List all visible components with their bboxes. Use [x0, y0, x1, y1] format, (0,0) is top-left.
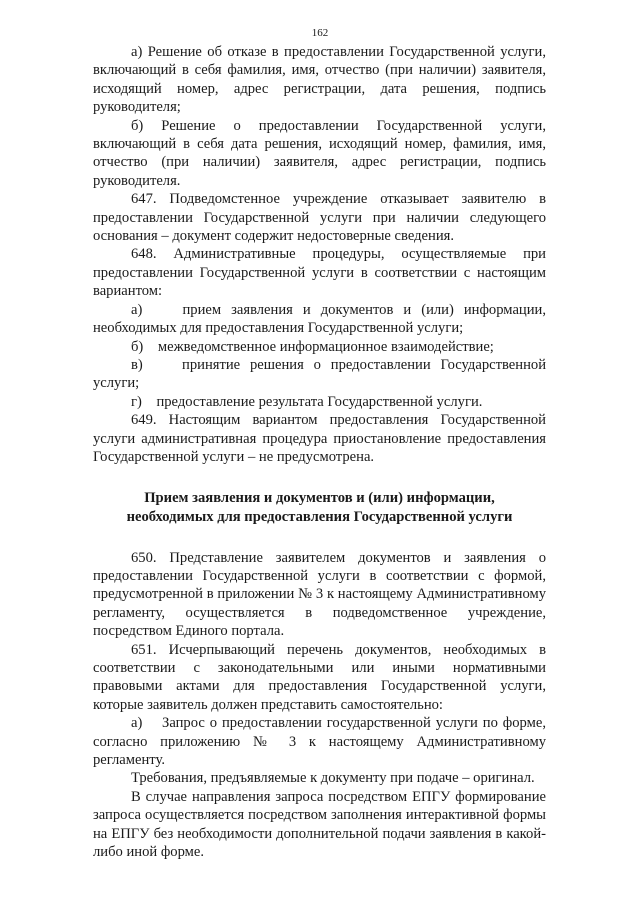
list-item-v: в) принятие решения о предоставлении Государственной услуги;: [93, 356, 550, 392]
list-item-b: б) межведомственное информационное взаимодействие;: [131, 338, 494, 355]
section-heading-line-1: Прием заявления и документов и (или) информации,: [144, 490, 495, 507]
paragraph-result-grant: б) Решение о предоставлении Государственной услуги, включающий в себя дата решения, исходящий номер, фамилия, имя, отчество (при наличии) заявителя, адрес регистрации, подпись руководителя.: [93, 117, 546, 189]
paragraph-649: 649. Настоящим вариантом предоставления Государственной услуги административная процедура приостановление предоставления Государственной услуги – не предусмотрена.: [93, 412, 546, 465]
paragraph-651: 651. Исчерпывающий перечень документов, необходимых в соответствии с законодательными или иными нормативными правовыми актами для предоставления Государственной услуги, которые заявитель должен представить самостоятельно:: [93, 641, 546, 713]
section-heading: [93, 489, 546, 526]
list-item-g: г) предоставление результата Государственной услуги.: [131, 393, 483, 410]
page-number: 162: [311, 27, 329, 39]
list-item-a: а) прием заявления и документов и (или) информации, необходимых для предоставления Государственной услуги;: [93, 301, 550, 337]
paragraph-648: 648. Административные процедуры, осуществляемые при предоставлении Государственной услуги в соответствии с настоящим вариантом:: [93, 246, 546, 300]
list-item-request: а) Запрос о предоставлении государственной услуги по форме, согласно приложению № 3 к настоящему Административному регламенту.: [93, 715, 550, 768]
document-body: [93, 43, 550, 861]
paragraph-epgu: В случае направления запроса посредством ЕПГУ формирование запроса осуществляется посредством заполнения интерактивной формы на ЕПГУ без необходимости дополнительной подачи заявления в какой-либо иной форме.: [93, 788, 546, 861]
section-heading-line-2: необходимых для предоставления Государственной услуги: [126, 508, 513, 525]
paragraph-647: 647. Подведомстенное учреждение отказывает заявителю в предоставлении Государственной услуги при наличии следующего основания – документ содержит недостоверные сведения.: [93, 191, 546, 245]
paragraph-requirements: Требования, предъявляемые к документу при подаче – оригинал.: [131, 770, 535, 787]
paragraph-650: 650. Представление заявителем документов и заявления о предоставлении Государственной услуги в соответствии с формой, предусмотренной в приложении № 3 к настоящему Административному регламенту, осуществляется в подведомственное учреждение, посредством Единого портала.: [93, 549, 546, 640]
paragraph-result-refusal: а) Решение об отказе в предоставлении Государственной услуги, включающий в себя фамилия, имя, отчество (при наличии) заявителя, исходящий номер, адрес регистрации, дата решения, подпись руководителя;: [93, 44, 546, 116]
